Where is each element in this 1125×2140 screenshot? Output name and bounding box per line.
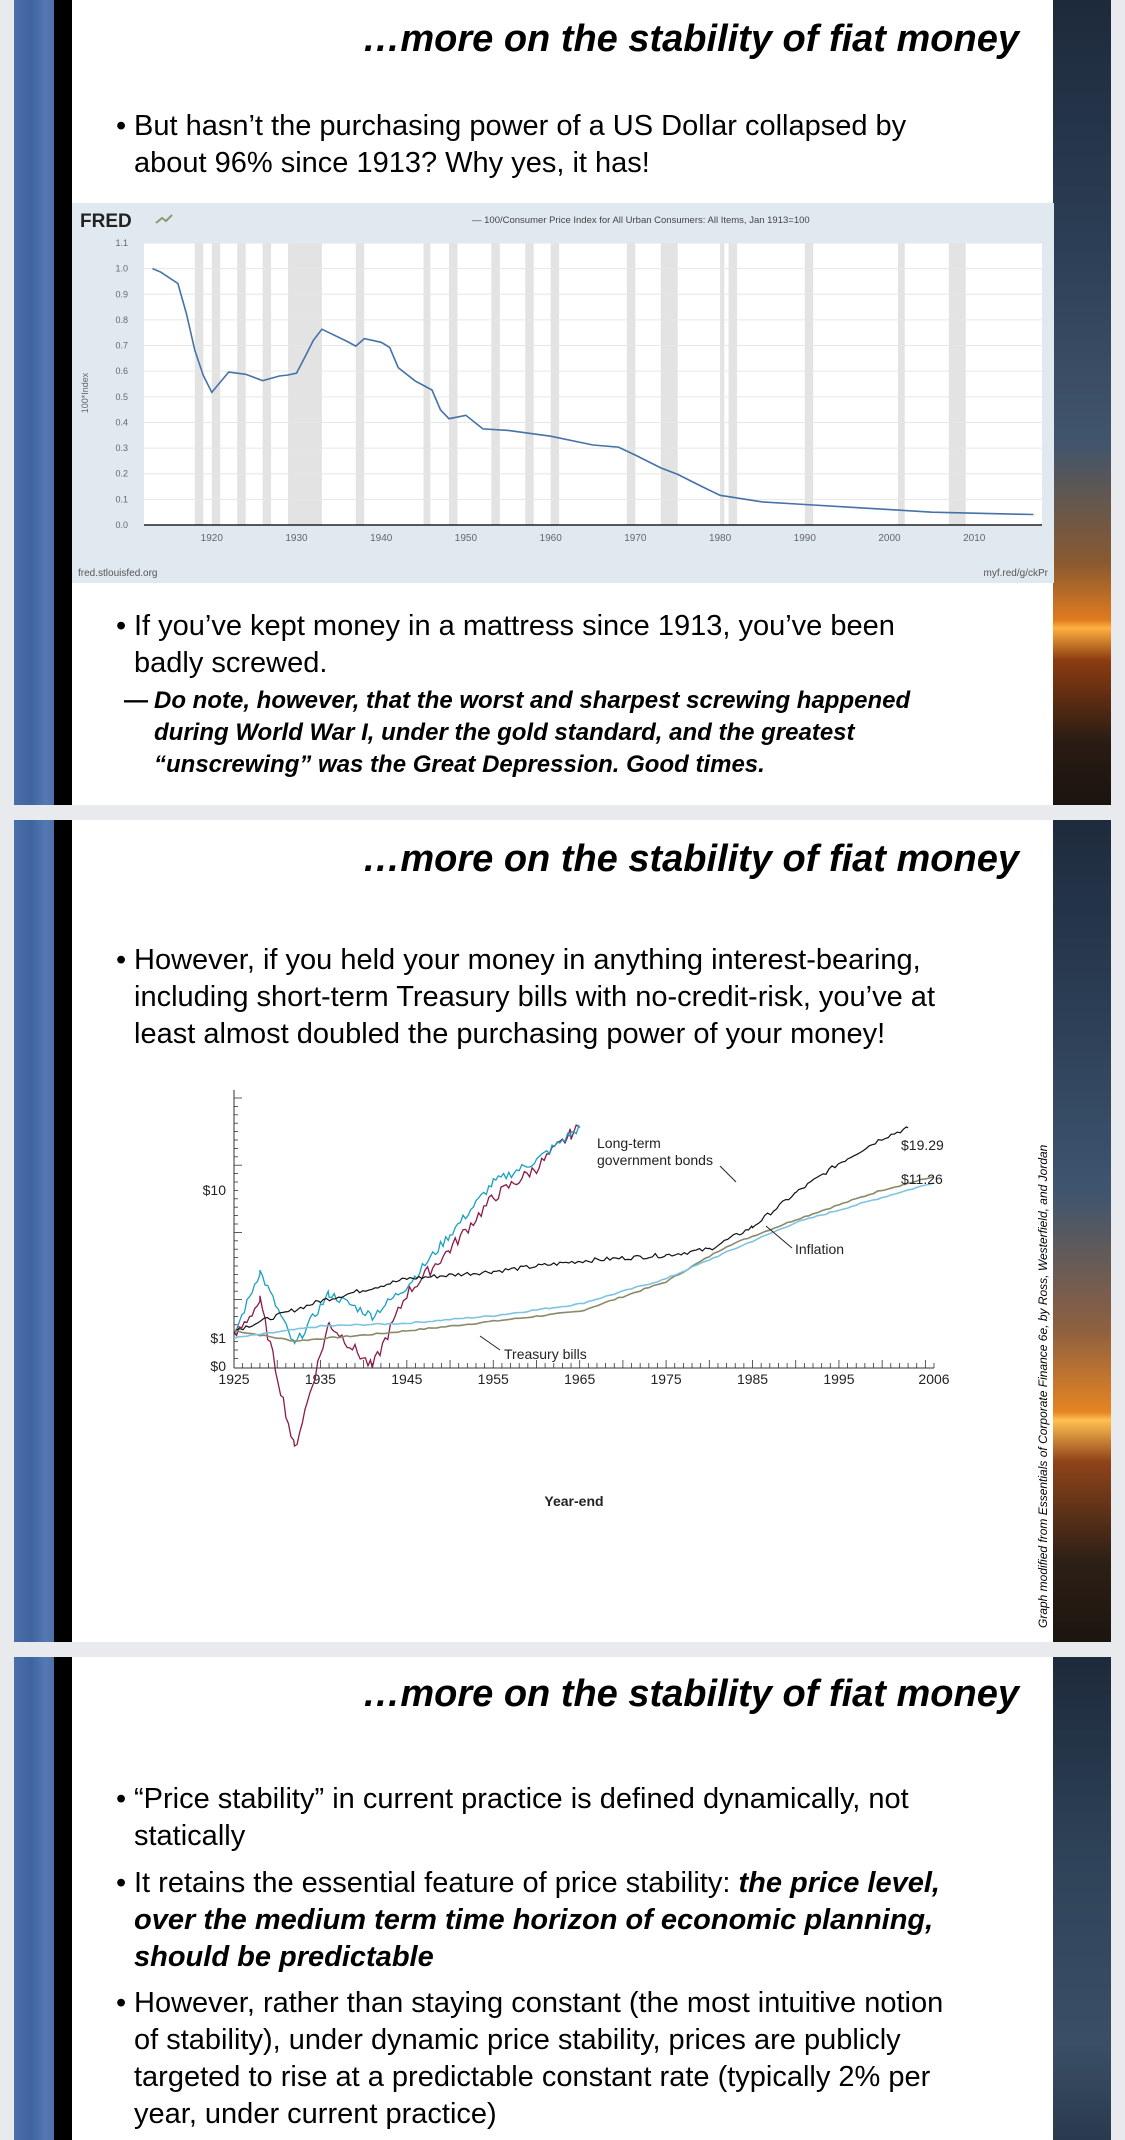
bullet [116, 1781, 909, 1855]
x-tick-label: 1955 [477, 1371, 509, 1387]
x-tick-label: 1920 [200, 533, 223, 544]
bullet-line: “Price stability” in current practice is defined dynamically, not [134, 1783, 909, 1815]
recession-band [237, 243, 245, 525]
x-axis-label: Year-end [544, 1493, 604, 1509]
y-tick-label: $10 [202, 1182, 226, 1198]
bullet-line: statically [134, 1820, 246, 1852]
x-tick-label: 2000 [878, 533, 901, 544]
bullet-line [134, 1902, 940, 1939]
inflation-line [234, 1177, 934, 1341]
y-tick-label: $0 [210, 1358, 226, 1374]
fred-logo: FRED [80, 211, 132, 232]
bullet-line: If you’ve kept money in a mattress since 1913, you’ve been [134, 610, 895, 642]
recession-band [805, 243, 813, 525]
slide-title: …more on the stability of fiat money [362, 18, 1019, 60]
label-19-29: $19.29 [901, 1137, 944, 1153]
bullet-line: including short-term Treasury bills with no-credit-risk, you’ve at [134, 981, 935, 1013]
sub-bullet-line: Do note, however, that the worst and sharpest screwing happened [154, 687, 911, 714]
y-tick-label: 0.0 [115, 520, 128, 530]
slide-title: …more on the stability of fiat money [362, 838, 1019, 880]
x-tick-label: 2010 [963, 533, 986, 544]
recession-band [491, 243, 499, 525]
annotation-pointer [480, 1336, 500, 1350]
bullet-dot: • [116, 944, 127, 976]
bullet-line: of stability), under dynamic price stability, prices are publicly [134, 2024, 901, 2056]
recession-band [898, 243, 905, 525]
recession-band [288, 243, 322, 525]
bullet-line [134, 1865, 940, 1902]
annotation-pointer [720, 1166, 736, 1182]
y-tick-label: 0.8 [115, 314, 128, 325]
bullet-dot: • [116, 1783, 127, 1815]
x-tick-label: 1980 [708, 533, 732, 544]
bullet-dot: • [116, 110, 127, 142]
bullet [116, 1865, 940, 1976]
y-axis-label: 100*Index [80, 372, 90, 414]
slide-left-bar [14, 820, 72, 1642]
slide-3 [14, 1657, 1111, 2140]
y-tick-label: 0.6 [115, 366, 128, 377]
chart-legend: — 100/Consumer Price Index for All Urban Consumers: All Items, Jan 1913=100 [472, 215, 810, 226]
bullet-text-emphasis: should be predictable [134, 1941, 434, 1973]
bullet-line: However, if you held your money in anything interest-bearing, [134, 944, 921, 976]
x-tick-label: 1975 [650, 1371, 682, 1387]
x-tick-label: 1930 [285, 533, 308, 544]
bullet [116, 608, 895, 682]
slide-right-bar [1053, 0, 1111, 805]
plot-area [144, 243, 1042, 525]
y-tick-label: 0.4 [115, 417, 128, 428]
bullet-line: least almost doubled the purchasing power of your money! [134, 1018, 886, 1050]
large-stocks-line [234, 1126, 580, 1343]
label-11-26: $11.26 [901, 1171, 943, 1187]
bullet-line [134, 1939, 940, 1976]
sub-bullet [124, 685, 911, 781]
bullet-dot: • [116, 1867, 127, 1899]
recession-band [356, 243, 364, 525]
fred-chart [72, 203, 1054, 583]
bullet-dot: • [116, 1987, 127, 2019]
slide-title: …more on the stability of fiat money [362, 1673, 1019, 1715]
bullet-line: But hasn’t the purchasing power of a US Dollar collapsed by [134, 110, 907, 142]
sub-bullet-line: during World War I, under the gold standard, and the greatest [154, 719, 855, 746]
bullet-line: about 96% since 1913? Why yes, it has! [134, 147, 650, 179]
recession-band [627, 243, 635, 525]
recession-band [661, 243, 678, 525]
source-left: fred.stlouisfed.org [78, 568, 158, 579]
y-tick-label: $1 [210, 1330, 226, 1346]
treasury-bills-line [234, 1183, 934, 1339]
bullet-line: targeted to rise at a predictable constant rate (typically 2% per [134, 2061, 931, 2093]
y-tick-label: 1.0 [115, 263, 128, 274]
bullet-line: badly screwed. [134, 647, 328, 679]
x-tick-label: 1965 [564, 1371, 596, 1387]
y-tick-label: 1.1 [115, 238, 128, 248]
recession-band [449, 243, 457, 525]
slide-right-bar [1053, 1657, 1111, 2140]
bullet-text-plain: It retains the essential feature of price stability: [134, 1867, 739, 1899]
x-tick-label: 1925 [218, 1371, 250, 1387]
slide-1 [14, 0, 1111, 805]
slide-left-bar [14, 0, 72, 805]
recession-band [949, 243, 966, 525]
sub-bullet-dash: — [124, 687, 148, 714]
x-tick-label: 1935 [304, 1371, 336, 1387]
slide-left-bar [14, 1657, 72, 2140]
returns-chart [144, 1090, 964, 1590]
small-stocks-line [234, 1125, 580, 1446]
x-tick-label: 1990 [793, 533, 816, 544]
x-tick-label: 2006 [918, 1371, 950, 1387]
y-tick-label: 0.7 [115, 340, 128, 351]
bullet-text-emphasis: over the medium term time horizon of economic planning, [134, 1904, 934, 1936]
recession-band [729, 243, 737, 525]
x-tick-label: 1945 [391, 1371, 423, 1387]
recession-band [195, 243, 203, 525]
long-term-bonds-line [234, 1127, 908, 1333]
slide-right-bar [1053, 820, 1111, 1642]
recession-band [263, 243, 271, 525]
bullet [116, 1985, 944, 2133]
x-tick-label: 1940 [370, 533, 393, 544]
x-tick-label: 1970 [624, 533, 647, 544]
annotation-long-term-1: Long-term [597, 1135, 661, 1151]
recession-band [525, 243, 533, 525]
y-tick-label: 0.9 [115, 289, 128, 300]
bullet-text-emphasis: the price level, [738, 1867, 940, 1899]
annotation-tbills: Treasury bills [504, 1346, 587, 1362]
bullet [116, 108, 907, 182]
source-right: myf.red/g/ckPr [983, 568, 1048, 579]
fred-logo-icon [156, 215, 172, 223]
fred-chart-svg [72, 203, 1054, 583]
x-tick-label: 1950 [454, 533, 478, 544]
slide-2 [14, 820, 1111, 1642]
recession-band [424, 243, 431, 525]
recession-band [551, 243, 559, 525]
source-caption: Graph modified from Essentials of Corporate Finance 6e, by Ross, Westerfield, and Jordan [1036, 1144, 1050, 1628]
annotation-inflation: Inflation [795, 1241, 845, 1257]
annotation-long-term-2: government bonds [597, 1152, 713, 1168]
x-tick-label: 1960 [539, 533, 562, 544]
y-tick-label: 0.2 [115, 468, 128, 479]
bullet-line: year, under current practice) [134, 2098, 497, 2130]
bullet [116, 942, 935, 1053]
recession-band [720, 243, 724, 525]
y-tick-label: 0.3 [115, 443, 128, 454]
x-tick-label: 1995 [823, 1371, 855, 1387]
y-tick-label: 0.5 [115, 391, 128, 402]
sub-bullet-line: “unscrewing” was the Great Depression. Good times. [154, 751, 765, 778]
bullet-line: However, rather than staying constant (the most intuitive notion [134, 1987, 944, 2019]
x-tick-label: 1985 [736, 1371, 769, 1387]
y-tick-label: 0.1 [115, 494, 128, 505]
bullet-dot: • [116, 610, 127, 642]
